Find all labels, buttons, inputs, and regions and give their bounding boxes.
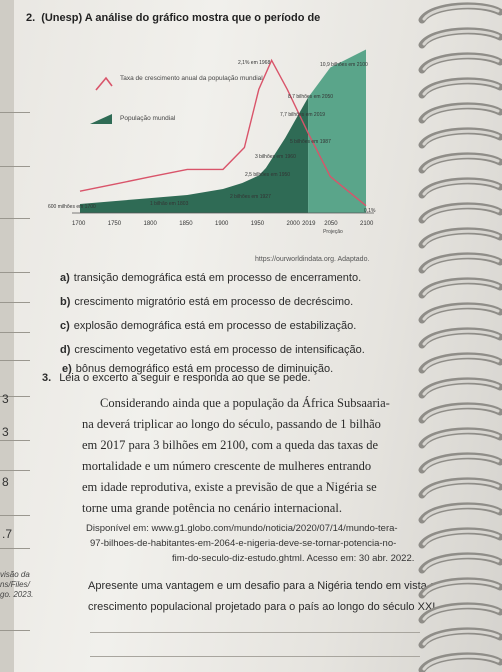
option-a[interactable] xyxy=(60,272,361,284)
margin-note: go. 2023. xyxy=(0,590,34,599)
margin-rule xyxy=(0,548,30,549)
option-text: crescimento migratório está em processo de decréscimo. xyxy=(74,296,354,308)
legend-growth-swatch xyxy=(96,78,112,90)
margin-rule xyxy=(0,272,30,273)
data-annotation: 3 bilhões em 1960 xyxy=(255,154,296,160)
data-annotation: 2 bilhões em 1927 xyxy=(230,194,271,200)
margin-rule xyxy=(0,112,30,113)
option-letter: d) xyxy=(60,344,71,356)
margin-rule xyxy=(0,515,30,516)
x-tick-label: 1850 xyxy=(179,221,193,227)
margin-rule xyxy=(0,360,30,361)
option-text: bônus demográfico está em processo de diminuição. xyxy=(75,363,334,375)
data-annotation: 7,7 bilhões em 2019 xyxy=(280,112,326,118)
answer-line xyxy=(90,656,420,657)
question-3-header xyxy=(42,372,311,384)
margin-note: visão da xyxy=(0,570,30,579)
data-annotation: 2,1% em 1968 xyxy=(238,60,271,66)
x-tick-label: 1800 xyxy=(143,221,157,227)
margin-rule xyxy=(0,630,30,631)
legend-population-label: População mundial xyxy=(120,115,176,122)
data-annotation: 0,1% xyxy=(364,208,376,214)
data-annotation: 600 milhões em 1700 xyxy=(48,204,96,210)
quote-line: mortalidade e um número crescente de mulheres entrando xyxy=(82,459,372,473)
legend-population-swatch xyxy=(90,114,112,124)
margin-rule xyxy=(0,440,30,441)
x-tick-label: 1700 xyxy=(72,221,86,227)
x-tick-label: 2050 xyxy=(324,221,338,227)
task-line: Apresente uma vantagem e um desafio para a Nigéria tendo em vista o xyxy=(88,580,436,592)
reference-line: Disponível em: www.g1.globo.com/mundo/noticia/2020/07/14/mundo-tera- xyxy=(86,523,398,534)
option-letter: a) xyxy=(60,272,70,284)
quote-line: em 2017 para 3 bilhões em 2100, com a queda das taxas de xyxy=(82,438,379,452)
option-letter: c) xyxy=(60,320,70,332)
legend-growth-label: Taxa de crescimento anual da população mundial xyxy=(120,75,263,82)
projection-note: Projeção xyxy=(323,229,343,235)
question-number: 2. xyxy=(26,12,36,24)
margin-rule xyxy=(0,302,30,303)
option-text: transição demográfica está em processo de encerramento. xyxy=(73,272,362,284)
x-tick-label: 2019 xyxy=(302,221,316,227)
margin-rule xyxy=(0,332,30,333)
margin-number: 8 xyxy=(2,475,9,489)
population-area-projection xyxy=(308,50,366,214)
data-annotation: 5 bilhões em 1987 xyxy=(290,139,331,145)
data-annotation: 10,9 bilhões em 2100 xyxy=(320,62,368,68)
chart-legend xyxy=(90,75,263,124)
margin-number: 3 xyxy=(2,392,9,406)
margin-rule xyxy=(0,218,30,219)
margin-rule xyxy=(0,166,30,167)
reference-line: fim-do-seculo-diz-estudo.ghtml. Acesso em: 30 abr. 2022. xyxy=(172,553,415,564)
question-number: 3. xyxy=(42,372,52,384)
quote-line: torne uma grande potência no cenário internacional. xyxy=(82,501,342,515)
option-letter: b) xyxy=(60,296,71,308)
data-annotation: 2,5 bilhões em 1950 xyxy=(245,172,291,178)
x-tick-label: 1900 xyxy=(215,221,229,227)
option-c[interactable] xyxy=(60,320,356,332)
option-d[interactable] xyxy=(60,344,365,356)
question-text: (Unesp) A análise do gráfico mostra que o período de xyxy=(41,12,321,24)
quote-line: em idade reprodutiva, existe a previsão de que a Nigéria se xyxy=(82,480,377,494)
chart-source: https://ourworldindata.org. Adaptado. xyxy=(255,256,370,263)
option-b[interactable] xyxy=(60,296,353,308)
reference-line: 97-bilhoes-de-habitantes-em-2064-e-nigeria-deve-se-tornar-potencia-no- xyxy=(90,538,397,549)
x-tick-label: 1950 xyxy=(250,221,265,227)
spiral-binding xyxy=(412,0,502,672)
option-text: crescimento vegetativo está em processo de intensificação. xyxy=(74,344,365,356)
x-tick-label: 2000 xyxy=(286,221,300,227)
x-tick-label: 1750 xyxy=(107,221,122,227)
quote-line: na deverá triplicar ao longo do século, passando de 1 bilhão xyxy=(82,417,381,431)
question-2-header xyxy=(26,12,320,24)
data-annotation: 8,7 bilhões em 2050 xyxy=(288,94,334,100)
option-text: explosão demográfica está em processo de estabilização. xyxy=(73,320,357,332)
data-annotation: 1 bilhão em 1803 xyxy=(150,201,189,207)
margin-rule xyxy=(0,470,30,471)
margin-number: 3 xyxy=(2,425,9,439)
margin-note: ns/Files/ xyxy=(0,580,30,589)
population-chart xyxy=(40,28,390,268)
answer-line xyxy=(90,632,420,633)
question-intro: Leia o excerto a seguir e responda ao que se pede. xyxy=(59,372,311,384)
x-tick-label: 2100 xyxy=(360,221,374,227)
quote-line: Considerando ainda que a população da África Subsaaria- xyxy=(100,396,390,410)
task-line: crescimento populacional projetado para o país ao longo do século XXI. xyxy=(88,601,439,613)
option-letter: e) xyxy=(62,363,72,375)
margin-number: .7 xyxy=(2,527,13,541)
